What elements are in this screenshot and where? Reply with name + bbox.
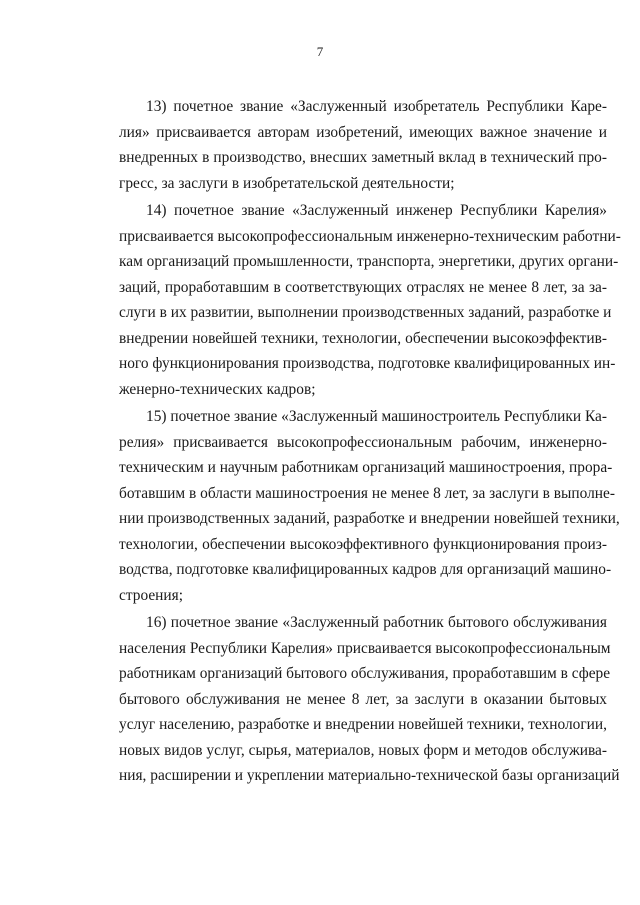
document-body — [119, 94, 621, 789]
paragraph-line: нии производственных заданий, разработке и внедрении новейшей техники, — [119, 510, 620, 527]
paragraph-16 — [119, 610, 620, 789]
paragraph-line: лия» присваивается авторам изобретений, имеющих важное значение и — [119, 123, 607, 141]
paragraph-line: 13) почетное звание «Заслуженный изобретатель Республики Каре- — [146, 98, 607, 115]
paragraph-line: 14) почетное звание «Заслуженный инженер Республики Карелия» — [146, 202, 607, 219]
paragraph-line: ного функционирования производства, подготовке квалифицированных ин- — [119, 355, 616, 372]
paragraph-line: слуги в их развитии, выполнении производственных заданий, разработке и — [119, 304, 612, 321]
paragraph-14 — [119, 198, 621, 402]
paragraph-line: присваивается высокопрофессиональным инженерно-техническим работни- — [119, 227, 621, 245]
paragraph-line: новых видов услуг, сырья, материалов, новых форм и методов обслужива- — [119, 741, 607, 759]
paragraph-line: кам организаций промышленности, транспорта, энергетики, других органи- — [119, 253, 619, 270]
paragraph-line: внедрении новейшей техники, технологии, обеспечении высокоэффектив- — [119, 329, 607, 347]
paragraph-line: водства, подготовке квалифицированных кадров для организаций машино- — [119, 561, 612, 578]
paragraph-line: работникам организаций бытового обслуживания, проработавшим в сфере — [119, 665, 611, 682]
paragraph-line: ния, расширении и укреплении материально-технической базы организаций — [119, 767, 620, 784]
paragraph-line: 16) почетное звание «Заслуженный работник бытового обслуживания — [146, 614, 607, 631]
paragraph-line: услуг населению, разработке и внедрении новейшей техники, технологии, — [119, 716, 607, 733]
paragraph-line: бытового обслуживания не менее 8 лет, за заслуги в оказании бытовых — [119, 690, 607, 708]
paragraph-line: релия» присваивается высокопрофессиональным рабочим, инженерно- — [119, 433, 607, 451]
paragraph-line: заций, проработавшим в соответствующих отраслях не менее 8 лет, за за- — [119, 278, 607, 296]
paragraph-line: населения Республики Карелия» присваивается высокопрофессиональным — [119, 639, 611, 657]
paragraph-13 — [119, 94, 607, 196]
paragraph-line: ботавшим в области машиностроения не менее 8 лет, за заслуги в выполне- — [119, 484, 615, 502]
paragraph-line: гресс, за заслуги в изобретательской деятельности; — [119, 174, 455, 192]
paragraph-line: техническим и научным работникам организаций машиностроения, прора- — [119, 459, 613, 476]
paragraph-line: женерно-технических кадров; — [119, 380, 316, 398]
paragraph-line: внедренных в производство, внесших заметный вклад в технический про- — [119, 149, 607, 166]
paragraph-15 — [119, 404, 620, 608]
page-number: 7 — [316, 44, 324, 59]
paragraph-line: 15) почетное звание «Заслуженный машиностроитель Республики Ка- — [146, 408, 607, 425]
paragraph-line: строения; — [119, 586, 183, 604]
paragraph-line: технологии, обеспечении высокоэффективного функционирования произ- — [119, 535, 607, 553]
